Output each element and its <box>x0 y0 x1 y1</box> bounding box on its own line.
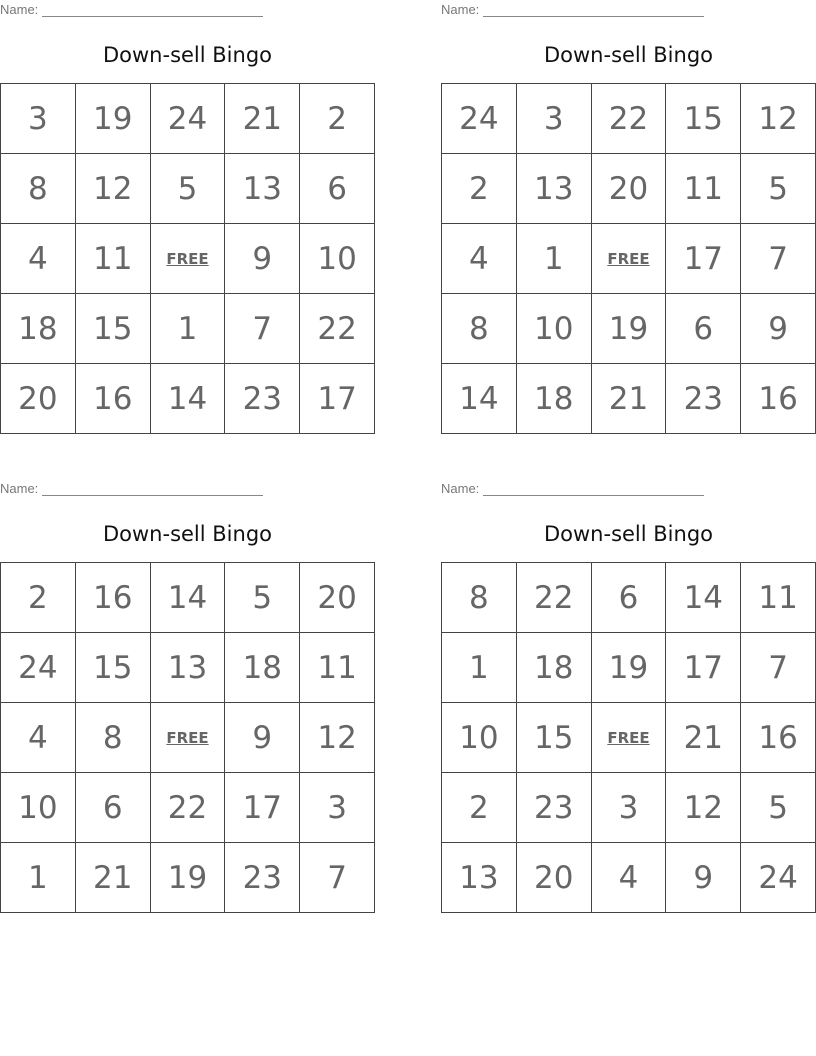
bingo-cell[interactable]: 3 <box>592 773 667 843</box>
bingo-cell[interactable]: 20 <box>517 843 592 913</box>
bingo-cell[interactable]: 23 <box>225 364 300 434</box>
bingo-cell[interactable]: 4 <box>1 224 76 294</box>
bingo-cell[interactable]: 15 <box>517 703 592 773</box>
bingo-cell[interactable]: 4 <box>1 703 76 773</box>
bingo-cell[interactable]: 21 <box>225 84 300 154</box>
bingo-cell[interactable]: 13 <box>517 154 592 224</box>
free-space[interactable]: FREE <box>592 224 667 294</box>
bingo-cell[interactable]: 14 <box>151 563 226 633</box>
bingo-cell[interactable]: 17 <box>225 773 300 843</box>
name-field[interactable] <box>441 482 704 496</box>
bingo-cell[interactable]: 15 <box>76 294 151 364</box>
bingo-cell[interactable]: 24 <box>1 633 76 703</box>
bingo-cell[interactable]: 22 <box>592 84 667 154</box>
bingo-cell[interactable]: 16 <box>76 563 151 633</box>
bingo-grid <box>0 562 375 913</box>
bingo-cell[interactable]: 24 <box>151 84 226 154</box>
card-title: Down-sell Bingo <box>102 43 272 67</box>
bingo-cell[interactable]: 5 <box>151 154 226 224</box>
bingo-cell[interactable]: 20 <box>592 154 667 224</box>
bingo-cell[interactable]: 17 <box>666 633 741 703</box>
bingo-cell[interactable]: 19 <box>151 843 226 913</box>
bingo-cell[interactable]: 2 <box>442 154 517 224</box>
bingo-cell[interactable]: 21 <box>592 364 667 434</box>
bingo-grid <box>441 83 816 434</box>
bingo-cell[interactable]: 16 <box>741 703 816 773</box>
free-space[interactable]: FREE <box>151 224 226 294</box>
bingo-cell[interactable]: 5 <box>741 773 816 843</box>
bingo-cell[interactable]: 24 <box>741 843 816 913</box>
name-field[interactable] <box>0 482 263 496</box>
free-space[interactable]: FREE <box>151 703 226 773</box>
bingo-cell[interactable]: 10 <box>1 773 76 843</box>
bingo-cell[interactable]: 12 <box>76 154 151 224</box>
name-label: Name: <box>0 2 39 17</box>
bingo-cell[interactable]: 11 <box>300 633 375 703</box>
bingo-cell[interactable]: 16 <box>741 364 816 434</box>
bingo-cell[interactable]: 8 <box>442 563 517 633</box>
name-underline[interactable] <box>42 4 263 17</box>
bingo-cell[interactable]: 17 <box>300 364 375 434</box>
bingo-cell[interactable]: 10 <box>442 703 517 773</box>
bingo-cell[interactable]: 18 <box>1 294 76 364</box>
bingo-cell[interactable]: 21 <box>666 703 741 773</box>
bingo-cell[interactable]: 8 <box>76 703 151 773</box>
name-field[interactable] <box>441 3 704 17</box>
bingo-cell[interactable]: 6 <box>300 154 375 224</box>
bingo-cell[interactable]: 3 <box>1 84 76 154</box>
bingo-cell[interactable]: 8 <box>442 294 517 364</box>
bingo-cell[interactable]: 12 <box>300 703 375 773</box>
free-space[interactable]: FREE <box>592 703 667 773</box>
name-label: Name: <box>441 481 480 496</box>
bingo-cell[interactable]: 16 <box>76 364 151 434</box>
bingo-cell[interactable]: 13 <box>225 154 300 224</box>
bingo-cell[interactable]: 15 <box>666 84 741 154</box>
bingo-cell[interactable]: 6 <box>666 294 741 364</box>
bingo-cell[interactable]: 14 <box>666 563 741 633</box>
bingo-cell[interactable]: 20 <box>300 563 375 633</box>
bingo-cell[interactable]: 22 <box>517 563 592 633</box>
name-label: Name: <box>0 481 39 496</box>
bingo-cell[interactable]: 13 <box>151 633 226 703</box>
bingo-cell[interactable]: 19 <box>592 294 667 364</box>
bingo-cell[interactable]: 3 <box>300 773 375 843</box>
bingo-cell[interactable]: 7 <box>225 294 300 364</box>
bingo-cell[interactable]: 6 <box>592 563 667 633</box>
bingo-cell[interactable]: 23 <box>225 843 300 913</box>
bingo-cell[interactable]: 11 <box>741 563 816 633</box>
name-underline[interactable] <box>483 483 704 496</box>
card-title: Down-sell Bingo <box>543 43 713 67</box>
bingo-cell[interactable]: 9 <box>666 843 741 913</box>
bingo-cell[interactable]: 18 <box>517 633 592 703</box>
card-title: Down-sell Bingo <box>543 522 713 546</box>
bingo-cell[interactable]: 4 <box>592 843 667 913</box>
bingo-cell[interactable]: 5 <box>225 563 300 633</box>
bingo-cell[interactable]: 23 <box>517 773 592 843</box>
bingo-cell[interactable]: 11 <box>76 224 151 294</box>
bingo-cell[interactable]: 18 <box>517 364 592 434</box>
bingo-grid <box>441 562 816 913</box>
bingo-cell[interactable]: 21 <box>76 843 151 913</box>
bingo-cell[interactable]: 5 <box>741 154 816 224</box>
bingo-cell[interactable]: 6 <box>76 773 151 843</box>
bingo-card-2 <box>441 0 816 417</box>
bingo-cell[interactable]: 4 <box>442 224 517 294</box>
bingo-cell[interactable]: 9 <box>741 294 816 364</box>
bingo-cell[interactable]: 10 <box>517 294 592 364</box>
bingo-cell[interactable]: 3 <box>517 84 592 154</box>
bingo-cell[interactable]: 22 <box>300 294 375 364</box>
bingo-cell[interactable]: 2 <box>1 563 76 633</box>
card-title: Down-sell Bingo <box>102 522 272 546</box>
bingo-cell[interactable]: 20 <box>1 364 76 434</box>
bingo-cell[interactable]: 24 <box>442 84 517 154</box>
bingo-cell[interactable]: 2 <box>442 773 517 843</box>
bingo-cell[interactable]: 9 <box>225 703 300 773</box>
bingo-cell[interactable]: 8 <box>1 154 76 224</box>
bingo-cell[interactable]: 1 <box>442 633 517 703</box>
bingo-cell[interactable]: 12 <box>741 84 816 154</box>
name-label: Name: <box>441 2 480 17</box>
bingo-cell[interactable]: 17 <box>666 224 741 294</box>
bingo-card-1 <box>0 0 375 417</box>
bingo-cell[interactable]: 22 <box>151 773 226 843</box>
bingo-cell[interactable]: 12 <box>666 773 741 843</box>
bingo-cell[interactable]: 1 <box>517 224 592 294</box>
bingo-cell[interactable]: 2 <box>300 84 375 154</box>
bingo-cell[interactable]: 14 <box>151 364 226 434</box>
bingo-cell[interactable]: 7 <box>741 633 816 703</box>
bingo-card-4 <box>441 479 816 896</box>
bingo-cell[interactable]: 1 <box>151 294 226 364</box>
bingo-cell[interactable]: 19 <box>76 84 151 154</box>
bingo-cell[interactable]: 7 <box>300 843 375 913</box>
bingo-card-3 <box>0 479 375 896</box>
bingo-cell[interactable]: 14 <box>442 364 517 434</box>
bingo-cell[interactable]: 15 <box>76 633 151 703</box>
bingo-cell[interactable]: 18 <box>225 633 300 703</box>
bingo-cell[interactable]: 10 <box>300 224 375 294</box>
bingo-cell[interactable]: 11 <box>666 154 741 224</box>
bingo-cell[interactable]: 13 <box>442 843 517 913</box>
bingo-cell[interactable]: 23 <box>666 364 741 434</box>
name-field[interactable] <box>0 3 263 17</box>
bingo-cell[interactable]: 19 <box>592 633 667 703</box>
bingo-grid <box>0 83 375 434</box>
bingo-cell[interactable]: 9 <box>225 224 300 294</box>
bingo-cell[interactable]: 1 <box>1 843 76 913</box>
name-underline[interactable] <box>483 4 704 17</box>
bingo-cell[interactable]: 7 <box>741 224 816 294</box>
name-underline[interactable] <box>42 483 263 496</box>
